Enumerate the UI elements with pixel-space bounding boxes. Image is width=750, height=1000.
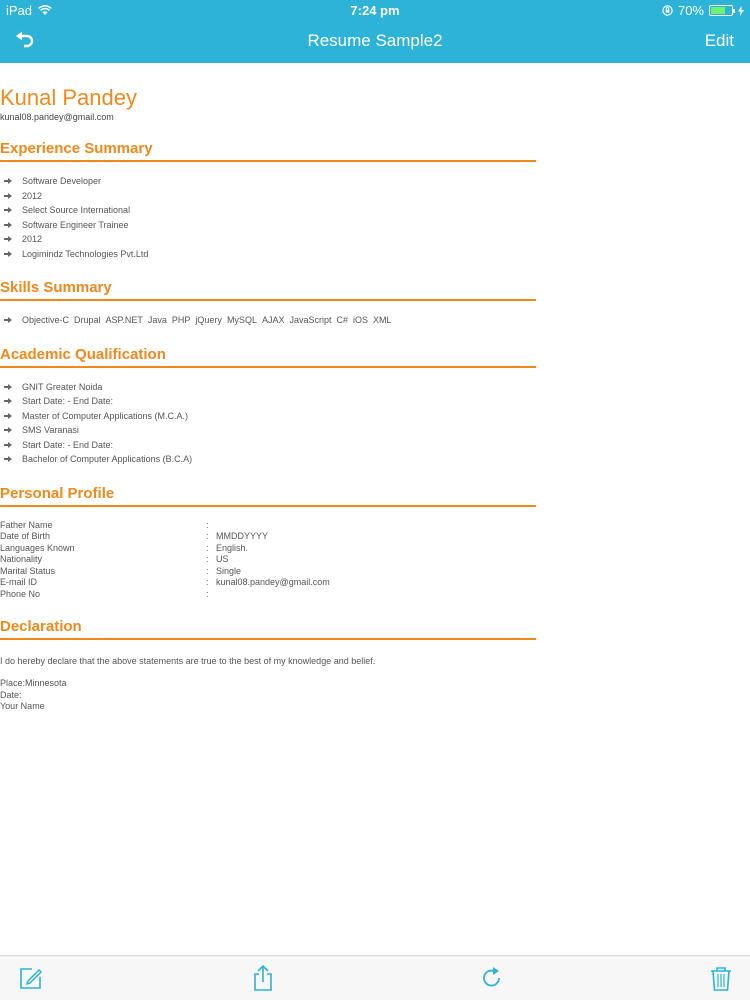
arrow-icon	[4, 222, 12, 228]
list-item: Start Date: - End Date:	[0, 394, 536, 409]
profile-row: Phone No :	[0, 588, 209, 599]
orientation-lock-icon	[662, 5, 673, 16]
experience-title: Experience Summary	[0, 140, 536, 162]
share-icon[interactable]	[250, 965, 276, 991]
nav-title: Resume Sample2	[307, 31, 443, 50]
arrow-icon	[4, 442, 12, 448]
list-item: Master of Computer Applications (M.C.A.)	[0, 409, 536, 424]
declaration-title: Declaration	[0, 618, 536, 640]
resume-document	[0, 85, 536, 713]
skills-line: Objective-C Drupal ASP.NET Java PHP jQuery MySQL AJAX JavaScript C# iOS XML	[22, 315, 392, 325]
arrow-icon	[4, 317, 12, 323]
arrow-icon	[4, 413, 12, 419]
list-item: Start Date: - End Date:	[0, 438, 536, 453]
profile-row: Marital Status : Single	[0, 565, 242, 576]
profile-table	[0, 520, 536, 601]
academic-list	[0, 380, 536, 467]
edit-button[interactable]: Edit	[704, 31, 734, 50]
battery-icon	[709, 5, 733, 16]
profile-title: Personal Profile	[0, 485, 536, 507]
top-bar	[0, 0, 750, 63]
list-item: GNIT Greater Noida	[0, 380, 536, 395]
bottom-toolbar	[0, 955, 750, 1000]
list-item	[0, 313, 536, 328]
arrow-icon	[4, 178, 12, 184]
your-name-line: Your Name	[0, 701, 45, 711]
arrow-icon	[4, 456, 12, 462]
arrow-icon	[4, 251, 12, 257]
arrow-icon	[4, 207, 12, 213]
skills-list	[0, 313, 536, 328]
arrow-icon	[4, 398, 12, 404]
arrow-icon	[4, 236, 12, 242]
profile-row: Date of Birth : MMDDYYYY	[0, 531, 269, 541]
list-item: 2012	[0, 232, 536, 247]
profile-row: Father Name :	[0, 519, 209, 530]
arrow-icon	[4, 384, 12, 390]
place-line: Place:Minnesota	[0, 678, 67, 688]
profile-row: Languages Known : English.	[0, 542, 249, 553]
academic-title: Academic Qualification	[0, 346, 536, 368]
experience-list	[0, 174, 536, 261]
status-time: 7:24 pm	[350, 3, 400, 18]
trash-icon[interactable]	[708, 965, 734, 991]
list-item: Select Source International	[0, 203, 536, 218]
list-item: SMS Varanasi	[0, 423, 536, 438]
list-item: Software Developer	[0, 174, 536, 189]
battery-percent: 70%	[677, 3, 704, 18]
skills-title: Skills Summary	[0, 279, 536, 301]
resume-email: kunal08.pandey@gmail.com	[0, 112, 114, 122]
arrow-icon	[4, 427, 12, 433]
date-line: Date:	[0, 689, 22, 700]
signature-block	[0, 678, 536, 713]
list-item: Logimindz Technologies Pvt.Ltd	[0, 247, 536, 262]
status-bar	[0, 0, 750, 20]
compose-icon[interactable]	[18, 965, 44, 991]
list-item: 2012	[0, 189, 536, 204]
list-item: Software Engineer Trainee	[0, 218, 536, 233]
device-label: iPad	[6, 3, 33, 18]
charging-icon	[738, 6, 744, 16]
resume-name: Kunal Pandey	[0, 85, 137, 110]
list-item: Bachelor of Computer Applications (B.C.A)	[0, 452, 536, 467]
refresh-icon[interactable]	[479, 965, 505, 991]
profile-row: Nationality : US	[0, 554, 229, 564]
profile-row: E-mail ID : kunal08.pandey@gmail.com	[0, 577, 330, 587]
arrow-icon	[4, 193, 12, 199]
declaration-text: I do hereby declare that the above statements are true to the best of my knowledge and belief.	[0, 656, 376, 666]
